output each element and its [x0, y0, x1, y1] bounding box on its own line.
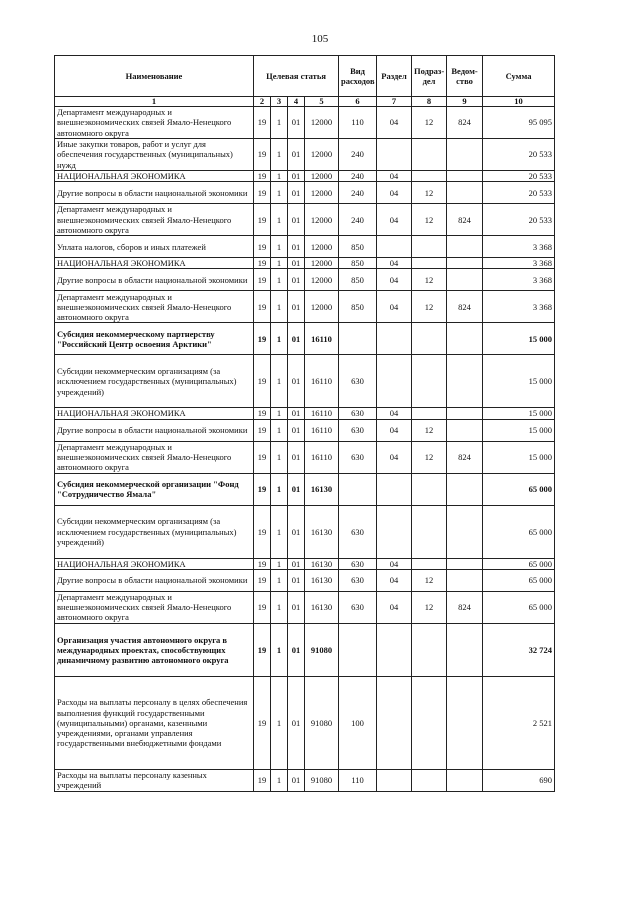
- row-code-program: 19: [254, 236, 271, 258]
- row-name: Расходы на выплаты персоналу в целях обеспечения выполнения функций государственными (муниципальными) органами, казенными учреждениями, органами управления государственными внебюджетными фондами: [55, 676, 254, 769]
- table-row: [55, 505, 555, 558]
- row-name: Департамент международных и внешнеэкономических связей Ямало-Ненецкого автономного округа: [55, 291, 254, 323]
- row-razdel: 04: [377, 558, 412, 569]
- row-vid-rashodov: 630: [339, 569, 377, 591]
- row-code-subprogram: 1: [271, 355, 288, 408]
- table-row: [55, 569, 555, 591]
- table-row: [55, 258, 555, 269]
- row-code-main-activity: 01: [288, 204, 305, 236]
- row-code-main-activity: 01: [288, 236, 305, 258]
- row-vid-rashodov: 850: [339, 236, 377, 258]
- row-name: Субсидия некоммерческой организации "Фонд "Сотрудничество Ямала": [55, 473, 254, 505]
- row-vedomstvo: 824: [447, 107, 483, 139]
- row-code-direction: 12000: [305, 139, 339, 171]
- row-razdel: 04: [377, 591, 412, 623]
- row-code-direction: 12000: [305, 269, 339, 291]
- row-code-program: 19: [254, 569, 271, 591]
- row-razdel: 04: [377, 441, 412, 473]
- row-vedomstvo: [447, 408, 483, 419]
- row-code-program: 19: [254, 676, 271, 769]
- row-code-main-activity: 01: [288, 419, 305, 441]
- row-summa: 15 000: [483, 441, 555, 473]
- table-row: [55, 269, 555, 291]
- row-code-subprogram: 1: [271, 676, 288, 769]
- row-podrazdel: [412, 171, 447, 182]
- row-name: Департамент международных и внешнеэкономических связей Ямало-Ненецкого автономного округа: [55, 441, 254, 473]
- table-row: [55, 473, 555, 505]
- row-vid-rashodov: 850: [339, 258, 377, 269]
- row-name: Организация участия автономного округа в международных проектах, способствующих динамичному развитию автономного округа: [55, 623, 254, 676]
- table-row: [55, 408, 555, 419]
- row-podrazdel: 12: [412, 204, 447, 236]
- row-vedomstvo: [447, 171, 483, 182]
- row-vid-rashodov: 110: [339, 107, 377, 139]
- row-vedomstvo: [447, 769, 483, 791]
- row-code-direction: 16130: [305, 473, 339, 505]
- row-code-direction: 12000: [305, 258, 339, 269]
- row-summa: 15 000: [483, 355, 555, 408]
- row-code-subprogram: 1: [271, 204, 288, 236]
- row-summa: 20 533: [483, 204, 555, 236]
- row-code-direction: 12000: [305, 182, 339, 204]
- row-razdel: [377, 323, 412, 355]
- row-code-subprogram: 1: [271, 769, 288, 791]
- row-code-subprogram: 1: [271, 258, 288, 269]
- row-razdel: [377, 236, 412, 258]
- column-number: 8: [412, 97, 447, 107]
- row-code-main-activity: 01: [288, 558, 305, 569]
- row-vid-rashodov: 630: [339, 408, 377, 419]
- row-podrazdel: [412, 236, 447, 258]
- row-name: Расходы на выплаты персоналу казенных учреждений: [55, 769, 254, 791]
- row-podrazdel: [412, 558, 447, 569]
- row-code-main-activity: 01: [288, 355, 305, 408]
- row-code-direction: 16130: [305, 591, 339, 623]
- header-target: Целевая статья: [254, 56, 339, 97]
- row-podrazdel: [412, 769, 447, 791]
- row-summa: 20 533: [483, 182, 555, 204]
- row-podrazdel: 12: [412, 569, 447, 591]
- row-name: Иные закупки товаров, работ и услуг для обеспечения государственных (муниципальных) нужд: [55, 139, 254, 171]
- row-code-subprogram: 1: [271, 441, 288, 473]
- row-summa: 32 724: [483, 623, 555, 676]
- row-summa: 65 000: [483, 569, 555, 591]
- row-code-subprogram: 1: [271, 236, 288, 258]
- column-number: 6: [339, 97, 377, 107]
- table-row: [55, 291, 555, 323]
- row-code-direction: 12000: [305, 171, 339, 182]
- row-code-direction: 91080: [305, 623, 339, 676]
- column-number: 3: [271, 97, 288, 107]
- row-vedomstvo: [447, 473, 483, 505]
- row-vedomstvo: [447, 623, 483, 676]
- row-code-subprogram: 1: [271, 139, 288, 171]
- row-code-main-activity: 01: [288, 769, 305, 791]
- row-vid-rashodov: 850: [339, 269, 377, 291]
- row-vid-rashodov: 240: [339, 182, 377, 204]
- row-vedomstvo: [447, 505, 483, 558]
- row-name: Департамент международных и внешнеэкономических связей Ямало-Ненецкого автономного округа: [55, 591, 254, 623]
- row-code-subprogram: 1: [271, 182, 288, 204]
- row-name: Уплата налогов, сборов и иных платежей: [55, 236, 254, 258]
- row-summa: 690: [483, 769, 555, 791]
- row-razdel: 04: [377, 291, 412, 323]
- row-code-program: 19: [254, 591, 271, 623]
- row-code-program: 19: [254, 258, 271, 269]
- row-code-program: 19: [254, 769, 271, 791]
- row-code-direction: 16110: [305, 441, 339, 473]
- row-code-main-activity: 01: [288, 182, 305, 204]
- row-razdel: 04: [377, 171, 412, 182]
- row-summa: 2 521: [483, 676, 555, 769]
- row-name: Другие вопросы в области национальной экономики: [55, 269, 254, 291]
- row-code-program: 19: [254, 139, 271, 171]
- row-code-direction: 16110: [305, 323, 339, 355]
- row-podrazdel: [412, 408, 447, 419]
- row-vedomstvo: [447, 676, 483, 769]
- table-row: [55, 236, 555, 258]
- row-code-main-activity: 01: [288, 473, 305, 505]
- table-row: [55, 107, 555, 139]
- column-number: 4: [288, 97, 305, 107]
- column-number: 2: [254, 97, 271, 107]
- table-row: [55, 355, 555, 408]
- row-code-subprogram: 1: [271, 291, 288, 323]
- column-number: 5: [305, 97, 339, 107]
- row-razdel: 04: [377, 419, 412, 441]
- row-code-main-activity: 01: [288, 171, 305, 182]
- row-podrazdel: [412, 258, 447, 269]
- row-razdel: 04: [377, 569, 412, 591]
- row-summa: 65 000: [483, 473, 555, 505]
- row-vedomstvo: 824: [447, 441, 483, 473]
- row-code-subprogram: 1: [271, 623, 288, 676]
- table-row: [55, 769, 555, 791]
- row-code-program: 19: [254, 291, 271, 323]
- table-row: [55, 171, 555, 182]
- row-summa: 65 000: [483, 591, 555, 623]
- row-vid-rashodov: 630: [339, 355, 377, 408]
- table-row: [55, 558, 555, 569]
- row-vedomstvo: [447, 558, 483, 569]
- table-row: [55, 139, 555, 171]
- table-row: [55, 182, 555, 204]
- row-vedomstvo: [447, 269, 483, 291]
- row-razdel: [377, 623, 412, 676]
- row-code-main-activity: 01: [288, 258, 305, 269]
- row-code-program: 19: [254, 408, 271, 419]
- row-name: Другие вопросы в области национальной экономики: [55, 182, 254, 204]
- row-vedomstvo: [447, 258, 483, 269]
- row-razdel: 04: [377, 204, 412, 236]
- row-code-subprogram: 1: [271, 269, 288, 291]
- row-code-direction: 91080: [305, 769, 339, 791]
- column-number-row: [55, 97, 555, 107]
- row-code-program: 19: [254, 419, 271, 441]
- row-vedomstvo: [447, 236, 483, 258]
- row-code-direction: 12000: [305, 107, 339, 139]
- row-vedomstvo: [447, 569, 483, 591]
- column-number: 9: [447, 97, 483, 107]
- row-summa: 15 000: [483, 419, 555, 441]
- table-row: [55, 623, 555, 676]
- column-number: 1: [55, 97, 254, 107]
- page-number: 105: [311, 33, 329, 45]
- row-summa: 20 533: [483, 139, 555, 171]
- row-vedomstvo: 824: [447, 204, 483, 236]
- row-vid-rashodov: [339, 473, 377, 505]
- row-razdel: [377, 676, 412, 769]
- row-name: НАЦИОНАЛЬНАЯ ЭКОНОМИКА: [55, 408, 254, 419]
- row-code-program: 19: [254, 558, 271, 569]
- table-row: [55, 204, 555, 236]
- row-code-direction: 91080: [305, 676, 339, 769]
- row-code-main-activity: 01: [288, 139, 305, 171]
- row-vid-rashodov: 630: [339, 591, 377, 623]
- table-row: [55, 323, 555, 355]
- row-vedomstvo: [447, 139, 483, 171]
- row-vid-rashodov: 630: [339, 505, 377, 558]
- row-code-main-activity: 01: [288, 591, 305, 623]
- row-code-program: 19: [254, 505, 271, 558]
- table-row: [55, 676, 555, 769]
- row-summa: 15 000: [483, 323, 555, 355]
- row-code-program: 19: [254, 269, 271, 291]
- row-code-program: 19: [254, 355, 271, 408]
- row-code-subprogram: 1: [271, 171, 288, 182]
- row-code-subprogram: 1: [271, 569, 288, 591]
- row-podrazdel: 12: [412, 182, 447, 204]
- row-vedomstvo: 824: [447, 591, 483, 623]
- row-name: Департамент международных и внешнеэкономических связей Ямало-Ненецкого автономного округа: [55, 107, 254, 139]
- header-row: [55, 56, 555, 97]
- row-podrazdel: 12: [412, 291, 447, 323]
- header-summa: Сумма: [483, 56, 555, 97]
- row-code-direction: 16110: [305, 419, 339, 441]
- row-summa: 3 368: [483, 269, 555, 291]
- row-code-main-activity: 01: [288, 408, 305, 419]
- row-code-subprogram: 1: [271, 558, 288, 569]
- header-name: Наименование: [55, 56, 254, 97]
- table-body: [55, 107, 555, 792]
- row-vid-rashodov: [339, 623, 377, 676]
- column-number: 7: [377, 97, 412, 107]
- row-code-subprogram: 1: [271, 591, 288, 623]
- row-razdel: 04: [377, 258, 412, 269]
- row-vid-rashodov: 240: [339, 204, 377, 236]
- row-vid-rashodov: 240: [339, 171, 377, 182]
- row-podrazdel: 12: [412, 269, 447, 291]
- row-razdel: 04: [377, 408, 412, 419]
- row-summa: 15 000: [483, 408, 555, 419]
- row-podrazdel: 12: [412, 591, 447, 623]
- row-podrazdel: 12: [412, 441, 447, 473]
- header-vedomstvo: Ведом-ство: [447, 56, 483, 97]
- row-vid-rashodov: [339, 323, 377, 355]
- row-code-direction: 16110: [305, 355, 339, 408]
- row-vid-rashodov: 630: [339, 441, 377, 473]
- row-vid-rashodov: 630: [339, 419, 377, 441]
- row-name: Субсидии некоммерческим организациям (за исключением государственных (муниципальных) учреждений): [55, 505, 254, 558]
- table-row: [55, 441, 555, 473]
- row-vid-rashodov: 100: [339, 676, 377, 769]
- column-number: 10: [483, 97, 555, 107]
- row-podrazdel: [412, 139, 447, 171]
- row-summa: 20 533: [483, 171, 555, 182]
- row-code-main-activity: 01: [288, 269, 305, 291]
- row-code-main-activity: 01: [288, 623, 305, 676]
- header-podrazdel: Подраз-дел: [412, 56, 447, 97]
- row-code-program: 19: [254, 623, 271, 676]
- row-code-subprogram: 1: [271, 408, 288, 419]
- header-razdel: Раздел: [377, 56, 412, 97]
- row-code-direction: 12000: [305, 236, 339, 258]
- row-vedomstvo: [447, 323, 483, 355]
- row-code-subprogram: 1: [271, 419, 288, 441]
- budget-table: [54, 55, 555, 792]
- row-razdel: [377, 139, 412, 171]
- row-code-main-activity: 01: [288, 107, 305, 139]
- row-podrazdel: [412, 473, 447, 505]
- row-code-direction: 16110: [305, 408, 339, 419]
- header-vid: Вид расходов: [339, 56, 377, 97]
- row-name: НАЦИОНАЛЬНАЯ ЭКОНОМИКА: [55, 258, 254, 269]
- row-podrazdel: [412, 676, 447, 769]
- row-code-subprogram: 1: [271, 473, 288, 505]
- row-summa: 95 095: [483, 107, 555, 139]
- row-summa: 65 000: [483, 505, 555, 558]
- row-code-direction: 12000: [305, 204, 339, 236]
- row-code-program: 19: [254, 171, 271, 182]
- row-summa: 3 368: [483, 291, 555, 323]
- row-razdel: [377, 355, 412, 408]
- row-podrazdel: [412, 623, 447, 676]
- row-code-program: 19: [254, 107, 271, 139]
- row-podrazdel: [412, 355, 447, 408]
- row-razdel: 04: [377, 269, 412, 291]
- row-code-program: 19: [254, 323, 271, 355]
- row-code-main-activity: 01: [288, 676, 305, 769]
- row-podrazdel: [412, 505, 447, 558]
- row-code-main-activity: 01: [288, 505, 305, 558]
- row-summa: 65 000: [483, 558, 555, 569]
- row-podrazdel: 12: [412, 107, 447, 139]
- table-row: [55, 419, 555, 441]
- row-name: Другие вопросы в области национальной экономики: [55, 569, 254, 591]
- row-vedomstvo: [447, 355, 483, 408]
- row-code-main-activity: 01: [288, 323, 305, 355]
- row-podrazdel: 12: [412, 419, 447, 441]
- row-code-main-activity: 01: [288, 441, 305, 473]
- row-razdel: 04: [377, 107, 412, 139]
- row-code-direction: 12000: [305, 291, 339, 323]
- row-vid-rashodov: 850: [339, 291, 377, 323]
- table-row: [55, 591, 555, 623]
- row-razdel: [377, 505, 412, 558]
- row-code-main-activity: 01: [288, 291, 305, 323]
- row-summa: 3 368: [483, 236, 555, 258]
- row-summa: 3 368: [483, 258, 555, 269]
- row-code-program: 19: [254, 182, 271, 204]
- row-name: НАЦИОНАЛЬНАЯ ЭКОНОМИКА: [55, 558, 254, 569]
- row-vedomstvo: [447, 182, 483, 204]
- row-code-subprogram: 1: [271, 323, 288, 355]
- row-name: Субсидия некоммерческому партнерству "Российский Центр освоения Арктики": [55, 323, 254, 355]
- row-name: Департамент международных и внешнеэкономических связей Ямало-Ненецкого автономного округа: [55, 204, 254, 236]
- row-name: Субсидии некоммерческим организациям (за исключением государственных (муниципальных) учреждений): [55, 355, 254, 408]
- row-vid-rashodov: 240: [339, 139, 377, 171]
- row-vid-rashodov: 630: [339, 558, 377, 569]
- row-code-program: 19: [254, 204, 271, 236]
- row-razdel: [377, 769, 412, 791]
- row-name: НАЦИОНАЛЬНАЯ ЭКОНОМИКА: [55, 171, 254, 182]
- row-code-program: 19: [254, 473, 271, 505]
- row-vid-rashodov: 110: [339, 769, 377, 791]
- row-code-program: 19: [254, 441, 271, 473]
- row-razdel: 04: [377, 182, 412, 204]
- row-code-subprogram: 1: [271, 107, 288, 139]
- row-code-subprogram: 1: [271, 505, 288, 558]
- row-code-direction: 16130: [305, 505, 339, 558]
- row-name: Другие вопросы в области национальной экономики: [55, 419, 254, 441]
- row-vedomstvo: [447, 419, 483, 441]
- row-podrazdel: [412, 323, 447, 355]
- row-code-direction: 16130: [305, 569, 339, 591]
- row-code-direction: 16130: [305, 558, 339, 569]
- row-code-main-activity: 01: [288, 569, 305, 591]
- row-razdel: [377, 473, 412, 505]
- row-vedomstvo: 824: [447, 291, 483, 323]
